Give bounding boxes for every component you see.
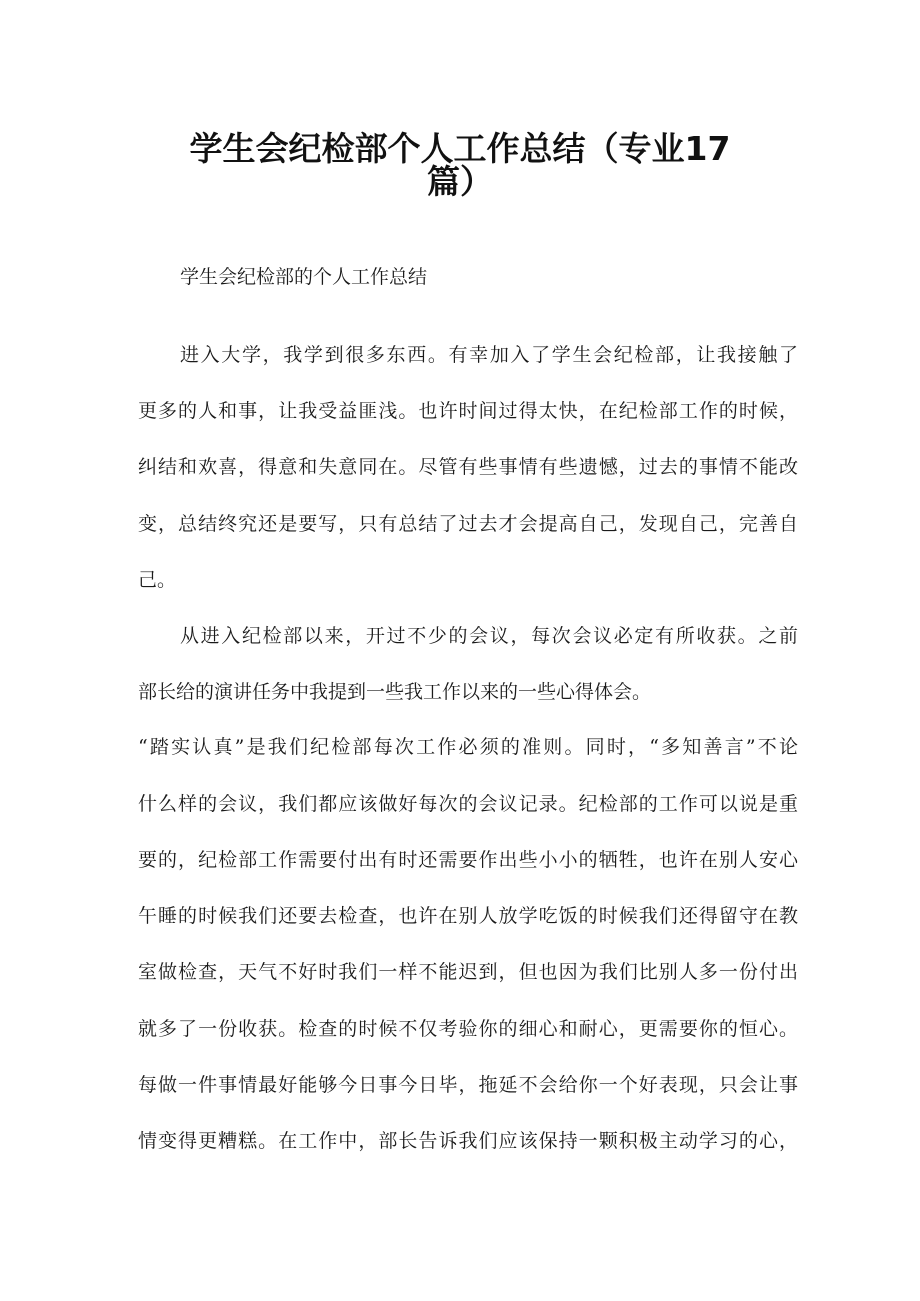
document-title-line-2: 篇） — [427, 162, 493, 201]
body-line: 室做检查，天气不好时我们一样不能迟到，但也因为我们比别人多一份付出 — [138, 961, 798, 983]
body-line: “踏实认真”是我们纪检部每次工作必须的准则。同时，“多知善言”不论 — [138, 736, 798, 758]
body-line: 情变得更糟糕。在工作中，部长告诉我们应该保持一颗积极主动学习的心， — [138, 1130, 798, 1152]
document-subtitle: 学生会纪检部的个人工作总结 — [180, 266, 428, 288]
body-line: 进入大学，我学到很多东西。有幸加入了学生会纪检部，让我接触了 — [180, 344, 798, 366]
body-line: 更多的人和事，让我受益匪浅。也许时间过得太快，在纪检部工作的时候， — [138, 400, 798, 422]
body-line: 从进入纪检部以来，开过不少的会议，每次会议必定有所收获。之前 — [180, 625, 798, 647]
body-line: 己。 — [138, 569, 177, 591]
body-line: 就多了一份收获。检查的时候不仅考验你的细心和耐心，更需要你的恒心。 — [138, 1018, 798, 1040]
document-title-line-1: 学生会纪检部个人工作总结（专业17 — [189, 129, 731, 168]
body-line: 要的，纪检部工作需要付出有时还需要作出些小小的牺牲，也许在别人安心 — [138, 849, 798, 871]
body-line: 部长给的演讲任务中我提到一些我工作以来的一些心得体会。 — [138, 681, 652, 703]
body-line: 纠结和欢喜，得意和失意同在。尽管有些事情有些遗憾，过去的事情不能改 — [138, 456, 798, 478]
body-line: 什么样的会议，我们都应该做好每次的会议记录。纪检部的工作可以说是重 — [138, 793, 798, 815]
body-line: 午睡的时候我们还要去检查，也许在别人放学吃饭的时候我们还得留守在教 — [138, 905, 798, 927]
body-line: 每做一件事情最好能够今日事今日毕，拖延不会给你一个好表现，只会让事 — [138, 1074, 798, 1096]
body-line: 变，总结终究还是要写，只有总结了过去才会提高自己，发现自己，完善自 — [138, 513, 798, 535]
